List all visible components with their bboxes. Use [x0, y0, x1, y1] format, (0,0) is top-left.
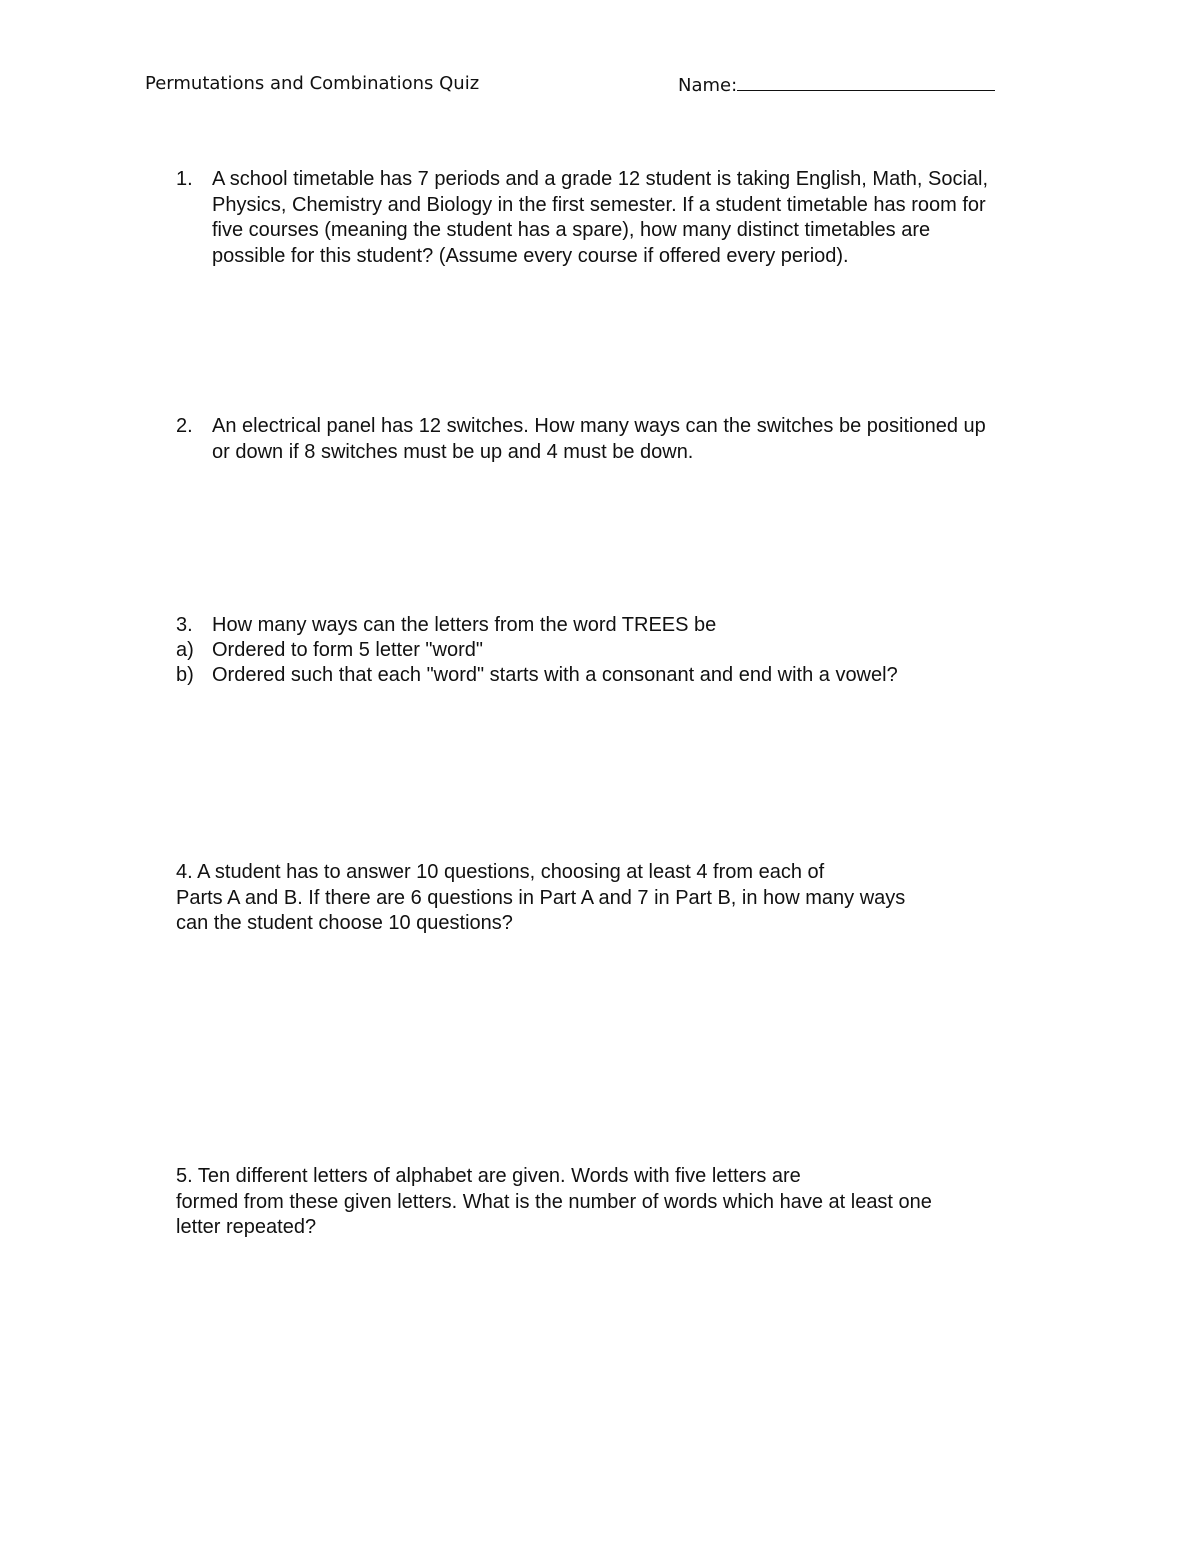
name-field: [678, 72, 995, 98]
quiz-title: Permutations and Combinations Quiz: [145, 73, 480, 94]
question-text: [212, 414, 986, 465]
question-number: 3.: [176, 614, 193, 636]
question-4: [176, 860, 905, 937]
question-number: 1.: [176, 168, 193, 190]
question-line: can the student choose 10 questions?: [176, 912, 513, 934]
question-line: An electrical panel has 12 switches. How many ways can the switches be positioned up: [212, 415, 986, 437]
question-line: Physics, Chemistry and Biology in the first semester. If a student timetable has room for: [212, 193, 986, 216]
question-line: possible for this student? (Assume every course if offered every period).: [212, 244, 849, 267]
question-line: or down if 8 switches must be up and 4 must be down.: [212, 440, 694, 463]
part-label: b): [176, 664, 194, 686]
part-label: a): [176, 639, 194, 661]
question-line: How many ways can the letters from the word TREES be: [212, 614, 717, 636]
name-label: Name:: [678, 75, 738, 96]
question-line: A school timetable has 7 periods and a grade 12 student is taking English, Math, Social,: [212, 168, 989, 190]
part-text: Ordered such that each "word" starts with a consonant and end with a vowel?: [212, 664, 898, 686]
question-line: letter repeated?: [176, 1216, 317, 1238]
question-text: [212, 613, 716, 639]
question-line: formed from these given letters. What is the number of words which have at least one: [176, 1190, 932, 1213]
question-5: [176, 1164, 932, 1241]
question-text: [212, 167, 988, 269]
question-line: 4. A student has to answer 10 questions, choosing at least 4 from each of: [176, 861, 825, 883]
question-line: five courses (meaning the student has a spare), how many distinct timetables are: [212, 219, 931, 241]
name-blank-line[interactable]: [737, 72, 995, 91]
question-line: 5. Ten different letters of alphabet are given. Words with five letters are: [176, 1165, 801, 1187]
question-number: 2.: [176, 415, 193, 437]
part-text: Ordered to form 5 letter "word": [212, 639, 483, 661]
question-line: Parts A and B. If there are 6 questions in Part A and 7 in Part B, in how many ways: [176, 886, 906, 909]
